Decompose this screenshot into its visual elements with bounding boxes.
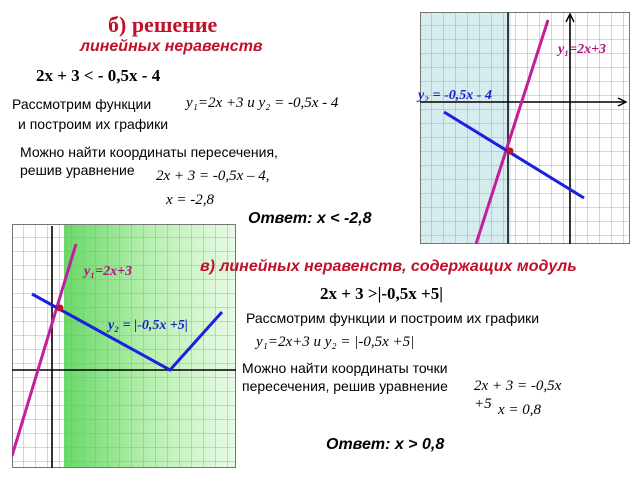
part-c-title: в) линейных неравенств, содержащих модуль [200,258,577,275]
part-c-functions: y₁=2x+3 и y₂ = |-0,5x +5| [256,334,415,350]
part-c-intersection-text-1: Можно найти координаты точки [242,360,448,376]
graph-b-intersection-point [507,148,514,155]
graph-c-label-y1: y₁=2x+3 [84,264,133,279]
graph-c-intersection-point [57,305,64,312]
part-b-functions: y₁=2x +3 и y₂ = -0,5x - 4 [186,95,339,111]
part-c-intersection-text-2: пересечения, решив уравнение [242,378,448,394]
part-c-consider-text: Рассмотрим функции и построим их графики [246,310,540,326]
part-c-inequality: 2x + 3 >|-0,5x +5| [320,284,443,303]
part-b-consider-text: Рассмотрим функции [12,96,152,112]
part-b-subtitle: линейных неравенств [80,38,263,55]
part-b-intersection-text-2: решив уравнение [20,162,135,178]
part-b-inequality: 2x + 3 < - 0,5x - 4 [36,66,161,85]
part-b-build-text: и построим их графики [18,116,169,132]
part-c-equation-2: +5 [474,396,492,412]
graph-c-label-y2: y₂ = |-0,5x +5| [108,318,188,333]
part-b-title: б) решение [108,12,218,37]
part-b-solution: x = -2,8 [166,192,215,208]
part-c-answer: Ответ: х > 0,8 [326,436,445,453]
part-b-intersection-text-1: Можно найти координаты пересечения, [20,144,278,160]
part-b-equation: 2x + 3 = -0,5x – 4, [156,168,270,184]
part-c-solution: x = 0,8 [498,402,542,418]
graph-b-label-y2: y₂ = -0,5x - 4 [418,88,492,103]
part-c-equation-1: 2x + 3 = -0,5x [474,378,562,394]
part-b-answer: Ответ: х < -2,8 [248,210,372,227]
graph-b-label-y1: y₁=2x+3 [558,42,607,57]
